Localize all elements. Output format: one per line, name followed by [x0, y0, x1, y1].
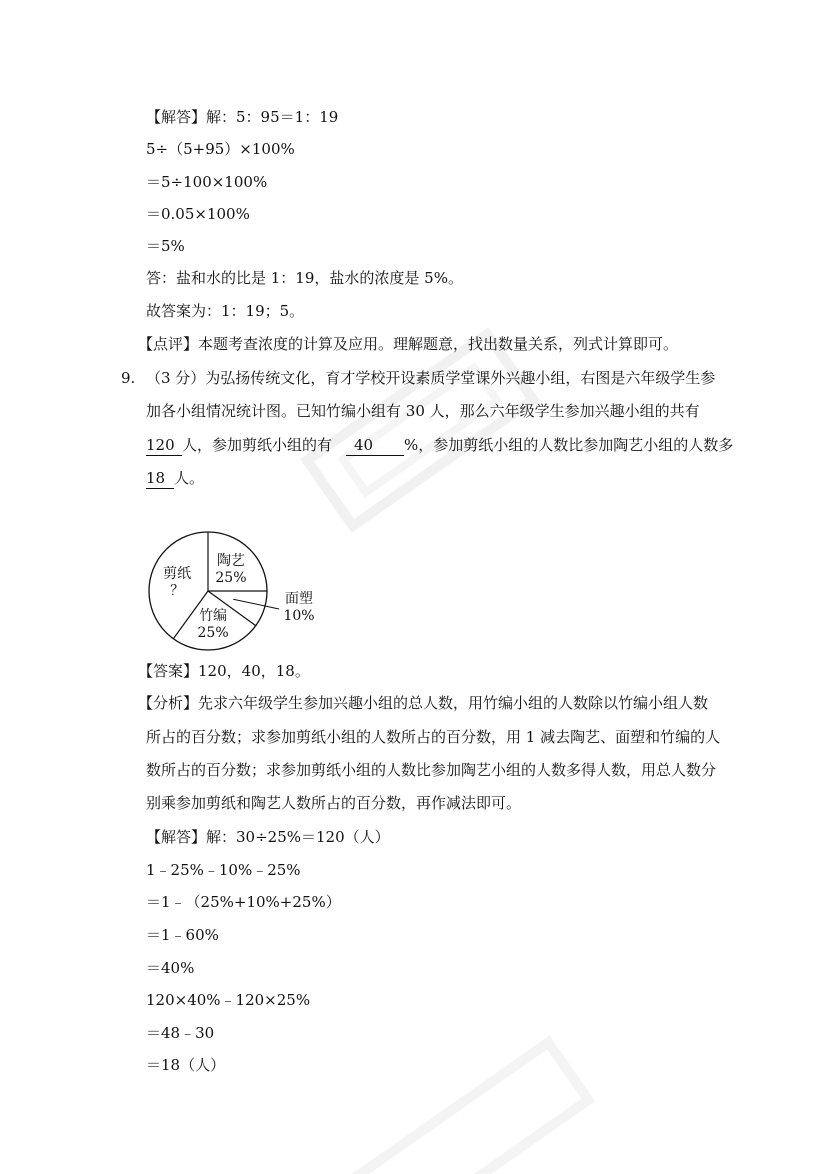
prev-solution-line [146, 107, 338, 127]
pie-label-value-3: 25% [197, 625, 229, 642]
prev-step-3: ＝0.05×100% [146, 205, 250, 223]
question-number: 9. [121, 369, 136, 387]
question-line-2: 加各小组情况统计图。已知竹编小组有 30 人，那么六年级学生参加兴趣小组的共有 [146, 402, 700, 420]
prev-comment [138, 334, 678, 354]
solution-text-1: 解：30÷25%＝120（人） [206, 828, 390, 846]
analysis-line-2: 所占的百分数；求参加剪纸小组的人数所占的百分数，用 1 减去陶艺、面塑和竹编的人 [146, 728, 721, 746]
prev-comment-text: 本题考查浓度的计算及应用。理解题意，找出数量关系，列式计算即可。 [198, 335, 679, 353]
pie-label-value-1: 25% [215, 570, 247, 587]
question-line-4 [146, 468, 204, 489]
solution-step-3: ＝1﹣60% [146, 926, 219, 944]
question-text-4: 人。 [174, 469, 205, 487]
solution-step-1: 1﹣25%﹣10%﹣25% [146, 861, 301, 879]
solution-step-7: ＝18（人） [146, 1056, 226, 1074]
prev-step-1: 5÷（5+95）×100% [146, 140, 295, 158]
pie-label-name-1: 陶艺 [216, 553, 245, 570]
solution-step-5: 120×40%﹣120×25% [146, 991, 311, 1009]
solution-label: 【解答】 [146, 828, 207, 846]
prev-step-2: ＝5÷100×100% [146, 173, 268, 191]
solution-line-1 [146, 827, 390, 847]
answer-label: 【答案】 [138, 662, 199, 680]
prev-comment-label: 【点评】 [138, 335, 199, 353]
answer-blank-3: 18 [146, 468, 174, 489]
prev-final-answer: 故答案为：1：19；5。 [146, 302, 305, 320]
prev-solution-label: 【解答】 [146, 108, 207, 126]
question-line-1: （3 分）为弘扬传统文化，育才学校开设素质学堂课外兴趣小组，右图是六年级学生参 [146, 369, 716, 387]
answer-blank-1: 120 [146, 435, 182, 456]
solution-step-2: ＝1﹣（25%+10%+25%） [146, 893, 341, 911]
analysis-line-4: 别乘参加剪纸和陶艺人数所占的百分数，再作减法即可。 [146, 794, 522, 812]
analysis-line-3: 数所占的百分数；求参加剪纸小组的人数比参加陶艺小组的人数多得人数，用总人数分 [146, 761, 717, 779]
analysis-line-1 [138, 693, 708, 713]
answer-line [138, 661, 310, 681]
pie-label-name-4: 剪纸 [163, 565, 192, 582]
question-text-3b: %，参加剪纸小组的人数比参加陶艺小组的人数多 [404, 436, 734, 454]
analysis-text-1: 先求六年级学生参加兴趣小组的总人数，用竹编小组的人数除以竹编小组人数 [198, 694, 709, 712]
question-text-3a: 人，参加剪纸小组的有 [182, 436, 333, 454]
question-line-3 [146, 435, 733, 456]
answer-text: 120，40，18。 [198, 662, 310, 680]
answer-blank-2: 40 [346, 435, 404, 456]
pie-label-name-2: 面塑 [285, 591, 313, 607]
pie-chart [143, 527, 343, 662]
pie-label-name-3: 竹编 [199, 608, 228, 625]
solution-step-4: ＝40% [146, 959, 195, 977]
prev-solution-text: 解：5：95＝1：19 [206, 108, 339, 126]
prev-answer-line: 答：盐和水的比是 1：19，盐水的浓度是 5%。 [146, 269, 463, 287]
analysis-label: 【分析】 [138, 694, 199, 712]
pie-label-value-4: ？ [170, 582, 185, 599]
solution-step-6: ＝48﹣30 [146, 1024, 215, 1042]
prev-step-4: ＝5% [146, 237, 185, 255]
pie-label-value-2: 10% [283, 608, 315, 624]
